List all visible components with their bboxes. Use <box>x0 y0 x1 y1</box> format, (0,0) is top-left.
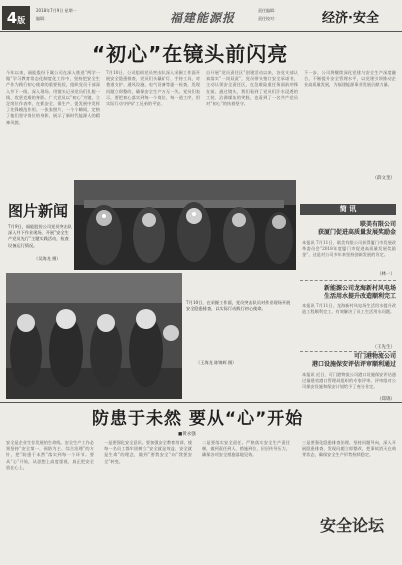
bottom-article-col-2: 一是要强化安全意识。要加强安全教育培训，使每一名员工都牢固树立“安全就是效益、安全就是生命”的理念，做到“要我安全”向“我要安全”转变。 <box>104 440 192 464</box>
photo-2 <box>6 273 182 399</box>
brief-separator <box>300 351 396 352</box>
main-article-byline: （薛文奎） <box>372 176 395 181</box>
brief-1-headline: 联美有限公司 <box>359 221 396 228</box>
brief-news-header: 简 讯 <box>300 204 396 215</box>
masthead: 福建能源报 <box>170 11 236 25</box>
main-headline: “初心”在镜头前闪亮 <box>92 42 289 66</box>
photo-1-credit: （吴海龙 摄） <box>34 256 61 261</box>
main-article-col-3: 自开展“党员责任区”创建活动以来，各党支部认真落实“一岗双责”，党员带头签订安全承诺书，主动认领安全责任区，在急难险重任务面前冲锋在前。通过镜头，我们看到了党员们汗水浸透的工装、沾满煤灰的笑脸，也看到了一名共产党员对“初心”的执着坚守。 <box>206 70 298 107</box>
brief-1-subheadline: 获厦门促进高质量发展奖励金 <box>317 229 396 236</box>
page-number: 4版 <box>2 6 30 30</box>
brief-1-body: 本报讯 7月11日，联美有限公司获得厦门市发展改革委员会“2018年度厦门市促进高质量发展奖励金”，这是对公司多年来坚持创新发展的肯定。 <box>302 240 396 258</box>
brief-1-credit: （林一） <box>377 272 395 277</box>
brief-3-subheadline: 港口设施保安评估评审顺利通过 <box>311 361 396 368</box>
photo-1 <box>74 180 296 270</box>
brief-separator <box>300 280 396 281</box>
brief-3-credit: （郑锦） <box>377 397 395 402</box>
main-article-col-1: 今年以来，福能股份下属公司在深入推进“两学一做”学习教育常态化制度化工作中，坚持把安全生产作为践行初心使命的重要检验，组织党员干部深入井下一线、深入现场，用镜头记录党员们扎根一线、攻坚克难的身影。广大党员以“初心”为镜，立足岗位作表率，在抓安全、保生产、促发展中发挥了先锋模范作用。一张张照片，一个个瞬间，定格了他们坚守岗位的身影，展示了新时代能源人的精神风貌。 <box>6 70 100 125</box>
brief-3-headline: 可门港物流公司 <box>353 353 396 360</box>
edition-line: 编辑： <box>36 16 48 21</box>
photo-1-caption: 7月9日，福能股份公司党员突击队深入井下作业现场，开展“安全生产党员先行”主题实践活动，检查设备运行情况。 <box>8 224 72 248</box>
photo-2-credit: （王海龙 陈锦辉 摄） <box>196 360 237 365</box>
brief-3-body: 本报讯 近日，可门港物流公司港口设施保安评估通过福建省港口管理局组织的专家评审。评审组对公司保安设施和保安计划给予了充分肯定。 <box>302 372 396 390</box>
bottom-article-col-1: 安全是企业生存发展的生命线。安全生产工作必须坚持“安全第一、预防为主、综合治理”的方针，把“防患于未然”落实到每一个环节。要从“心”开始，从思想上高度重视，真正把安全放在心上。 <box>6 440 94 470</box>
brief-2-subheadline: 生活用水提升改造顺利完工 <box>323 293 396 300</box>
photo-2-caption: 7月10日，在采掘工作面，党员突击队员对作业现场开展安全隐患排查，以实际行动践行初心使命。 <box>186 300 291 312</box>
main-article-col-2: 7月10日，公司组织党员突击队深入采掘工作面开展安全隐患排查，党员们头戴矿灯、手持工具，对巷道支护、通风设施、电气设备等逐一检查，发现问题立即整改，确保安全生产万无一失。党员们表示，要把初心落实到每一个岗位、每一道工序，用实际行动守护矿工兄弟的平安。 <box>106 70 200 107</box>
photo-news-tag: 图片新闻 <box>8 202 69 220</box>
header-rule <box>0 31 402 32</box>
page-header <box>0 0 402 34</box>
checker-line: 责任校对： <box>258 16 278 21</box>
bottom-headline: 防患于未然 要从“心”开始 <box>92 409 304 429</box>
bottom-article-col-3: 二是要落实安全责任。严格落实安全生产责任制，做到责任到人、措施到位，层层传导压力，确保各项安全措施落地见效。 <box>202 440 290 458</box>
bottom-author: ■黄永强 <box>178 432 196 437</box>
brief-2-headline: 新能源公司龙海新村风电场 <box>323 285 396 292</box>
brief-2-credit: （王先生） <box>372 345 395 350</box>
safety-forum-logo: 安全论坛 <box>320 516 385 535</box>
editor-line: 责任编辑： <box>258 8 278 13</box>
brief-2-body: 本报讯 7月11日，龙海新村风电场生活用水提升改造工程顺利完工，有效解决了员工生活用水问题。 <box>302 303 396 315</box>
section-title: 经济·安全 <box>322 11 379 26</box>
section-rule <box>0 402 402 403</box>
main-article-col-4: 下一步，公司将继续深化党建与安全生产深度融合，不断提升安全管理水平，以党建引领推动企业高质量发展，为福建能源事业发展贡献力量。 <box>304 70 396 88</box>
date-line: 2018年7月9日 星期一 <box>36 8 77 13</box>
bottom-article-col-4: 三是要强化隐患排查治理。坚持问题导向，深入开展隐患排查，发现问题立即整改，把事故消灭在萌芽状态，确保安全生产形势持续稳定。 <box>302 440 396 458</box>
